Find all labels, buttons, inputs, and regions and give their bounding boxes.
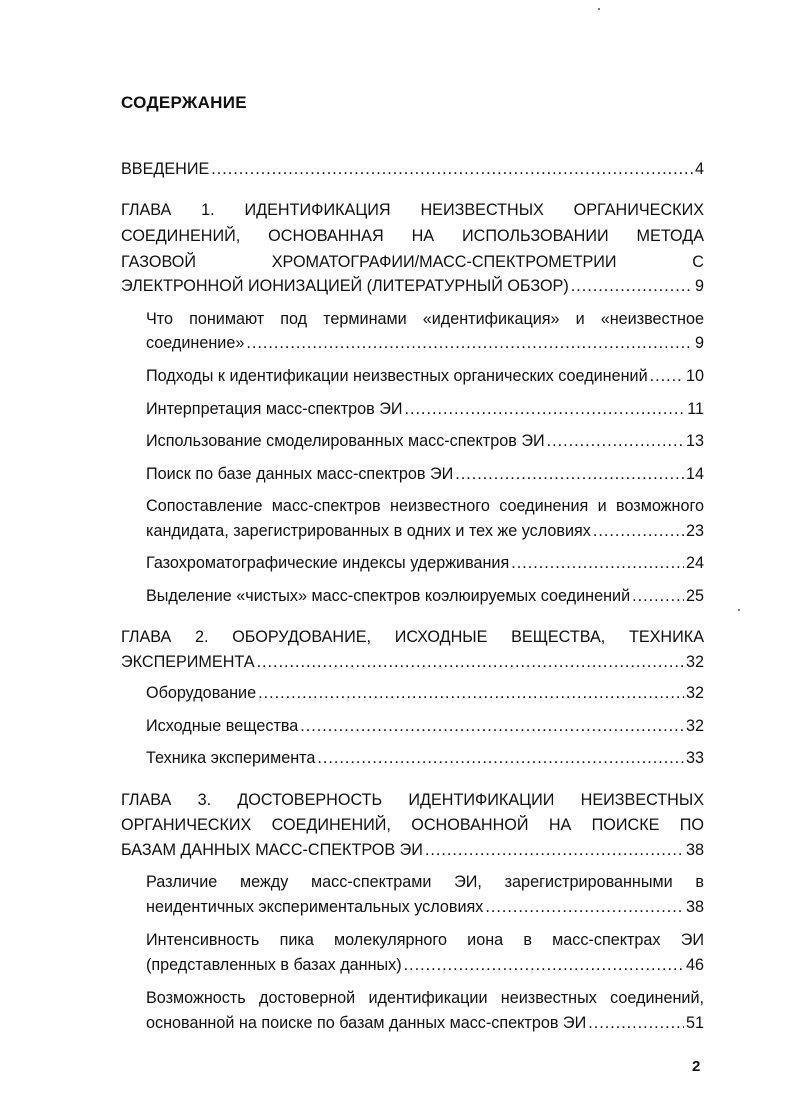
- toc-page-number: 32: [685, 684, 704, 702]
- toc-section-last-line[interactable]: [146, 952, 704, 978]
- toc-section[interactable]: [146, 713, 704, 739]
- toc-page-number: 10: [685, 367, 704, 385]
- toc-page-number: 9: [694, 277, 704, 295]
- dot-leader: [588, 1010, 684, 1036]
- dot-leader: [571, 273, 693, 299]
- page-title: СОДЕРЖАНИЕ: [121, 93, 247, 112]
- toc-entry-text: Поиск по базе данных масс-спектров ЭИ: [146, 465, 454, 483]
- toc-page-number: 33: [685, 749, 704, 767]
- toc-entry-text: Выделение «чистых» масс-спектров коэлюируемых соединений: [146, 587, 631, 605]
- toc-section-line[interactable]: Возможность достоверной идентификации неизвестных соединений,: [146, 989, 704, 1007]
- toc-entry-text: ЭКСПЕРИМЕНТА: [121, 653, 255, 671]
- toc-page-number: 46: [685, 956, 704, 974]
- toc-chapter-2-last-line[interactable]: [121, 649, 704, 675]
- toc-entry-text: Исходные вещества: [146, 717, 299, 735]
- toc-page-number: 4: [694, 160, 704, 178]
- toc-entry-text: Оборудование: [146, 684, 257, 702]
- toc-entry-text: Интерпретация масс-спектров ЭИ: [146, 400, 403, 418]
- toc-chapter-3-line[interactable]: ОРГАНИЧЕСКИХ СОЕДИНЕНИЙ, ОСНОВАННОЙ НА ПОИСКЕ ПО: [121, 816, 704, 834]
- dot-leader: [246, 330, 693, 356]
- toc-entry-text: (представленных в базах данных): [146, 956, 402, 974]
- toc-entry-text: соединение»: [146, 334, 245, 352]
- toc-page-number: 13: [685, 432, 704, 450]
- toc-section[interactable]: [146, 363, 704, 389]
- toc-section[interactable]: [146, 428, 704, 454]
- toc-page-number: 38: [685, 898, 704, 916]
- toc-section-line[interactable]: Различие между масс-спектрами ЭИ, зарегистрированными в: [146, 873, 704, 891]
- toc-entry-text: БАЗАМ ДАННЫХ МАСС-СПЕКТРОВ ЭИ: [121, 841, 423, 859]
- dot-leader: [404, 396, 685, 422]
- toc-section-line[interactable]: Сопоставление масс-спектров неизвестного соединения и возможного: [146, 497, 704, 515]
- toc-entry-introduction[interactable]: [121, 156, 704, 182]
- toc-chapter-2-line[interactable]: ГЛАВА 2. ОБОРУДОВАНИЕ, ИСХОДНЫЕ ВЕЩЕСТВА, ТЕХНИКА: [121, 628, 704, 646]
- toc-chapter-1-last-line[interactable]: [121, 273, 704, 299]
- dot-leader: [258, 680, 684, 706]
- toc-section[interactable]: [146, 396, 704, 422]
- toc-section[interactable]: [146, 583, 704, 609]
- toc-page-number: 14: [685, 465, 704, 483]
- toc-entry-text: Подходы к идентификации неизвестных органических соединений: [146, 367, 648, 385]
- toc-page-number: 24: [685, 554, 704, 572]
- toc-section[interactable]: [146, 461, 704, 487]
- toc-chapter-1-line[interactable]: ГЛАВА 1. ИДЕНТИФИКАЦИЯ НЕИЗВЕСТНЫХ ОРГАНИЧЕСКИХ: [121, 201, 704, 219]
- dot-leader: [455, 461, 684, 487]
- toc-page-number: 32: [685, 717, 704, 735]
- dot-leader: [300, 713, 684, 739]
- dot-leader: [485, 894, 684, 920]
- dot-leader: [632, 583, 684, 609]
- dot-leader: [511, 550, 684, 576]
- toc-page-number: 32: [685, 653, 704, 671]
- dot-leader: [257, 649, 684, 675]
- toc-entry-text: ВВЕДЕНИЕ: [121, 160, 210, 178]
- toc-section[interactable]: [146, 550, 704, 576]
- toc-entry-text: Газохроматографические индексы удерживания: [146, 554, 510, 572]
- toc-section-last-line[interactable]: [146, 1010, 704, 1036]
- toc-page-number: 11: [687, 400, 704, 418]
- toc-section-last-line[interactable]: [146, 894, 704, 920]
- toc-page-number: 25: [685, 587, 704, 605]
- dot-leader: [211, 156, 693, 182]
- toc-page-number: 9: [694, 334, 704, 352]
- toc-chapter-3-line[interactable]: ГЛАВА 3. ДОСТОВЕРНОСТЬ ИДЕНТИФИКАЦИИ НЕИЗВЕСТНЫХ: [121, 791, 704, 809]
- toc-chapter-1-line[interactable]: СОЕДИНЕНИЙ, ОСНОВАННАЯ НА ИСПОЛЬЗОВАНИИ МЕТОДА: [121, 227, 704, 245]
- dot-leader: [547, 428, 684, 454]
- dot-leader: [650, 363, 684, 389]
- toc-entry-text: ЭЛЕКТРОННОЙ ИОНИЗАЦИЕЙ (ЛИТЕРАТУРНЫЙ ОБЗОР): [121, 277, 569, 295]
- toc-section[interactable]: [146, 680, 704, 706]
- toc-page-number: 38: [685, 841, 704, 859]
- scan-speck: [598, 8, 600, 10]
- toc-section-line[interactable]: Интенсивность пика молекулярного иона в масс-спектрах ЭИ: [146, 931, 704, 949]
- toc-entry-text: неидентичных экспериментальных условиях: [146, 898, 484, 916]
- toc-section-line[interactable]: Что понимают под терминами «идентификация» и «неизвестное: [146, 310, 704, 328]
- toc-chapter-3-last-line[interactable]: [121, 837, 704, 863]
- dot-leader: [317, 745, 684, 771]
- page-number: 2: [692, 1058, 701, 1075]
- dot-leader: [404, 952, 684, 978]
- toc-chapter-1-line[interactable]: ГАЗОВОЙ ХРОМАТОГРАФИИ/МАСС-СПЕКТРОМЕТРИИ С: [121, 253, 704, 271]
- toc-page-number: 51: [685, 1014, 704, 1032]
- toc-entry-text: Техника эксперимента: [146, 749, 316, 767]
- toc-section-last-line[interactable]: [146, 330, 704, 356]
- scan-speck: [738, 609, 740, 611]
- toc-entry-text: Использование смоделированных масс-спектров ЭИ: [146, 432, 545, 450]
- toc-entry-text: основанной на поиске по базам данных масс-спектров ЭИ: [146, 1014, 587, 1032]
- toc-page-number: 23: [685, 522, 704, 540]
- toc-section-last-line[interactable]: [146, 518, 704, 544]
- toc-entry-text: кандидата, зарегистрированных в одних и тех же условиях: [146, 522, 591, 540]
- dot-leader: [593, 518, 684, 544]
- toc-section[interactable]: [146, 745, 704, 771]
- dot-leader: [425, 837, 684, 863]
